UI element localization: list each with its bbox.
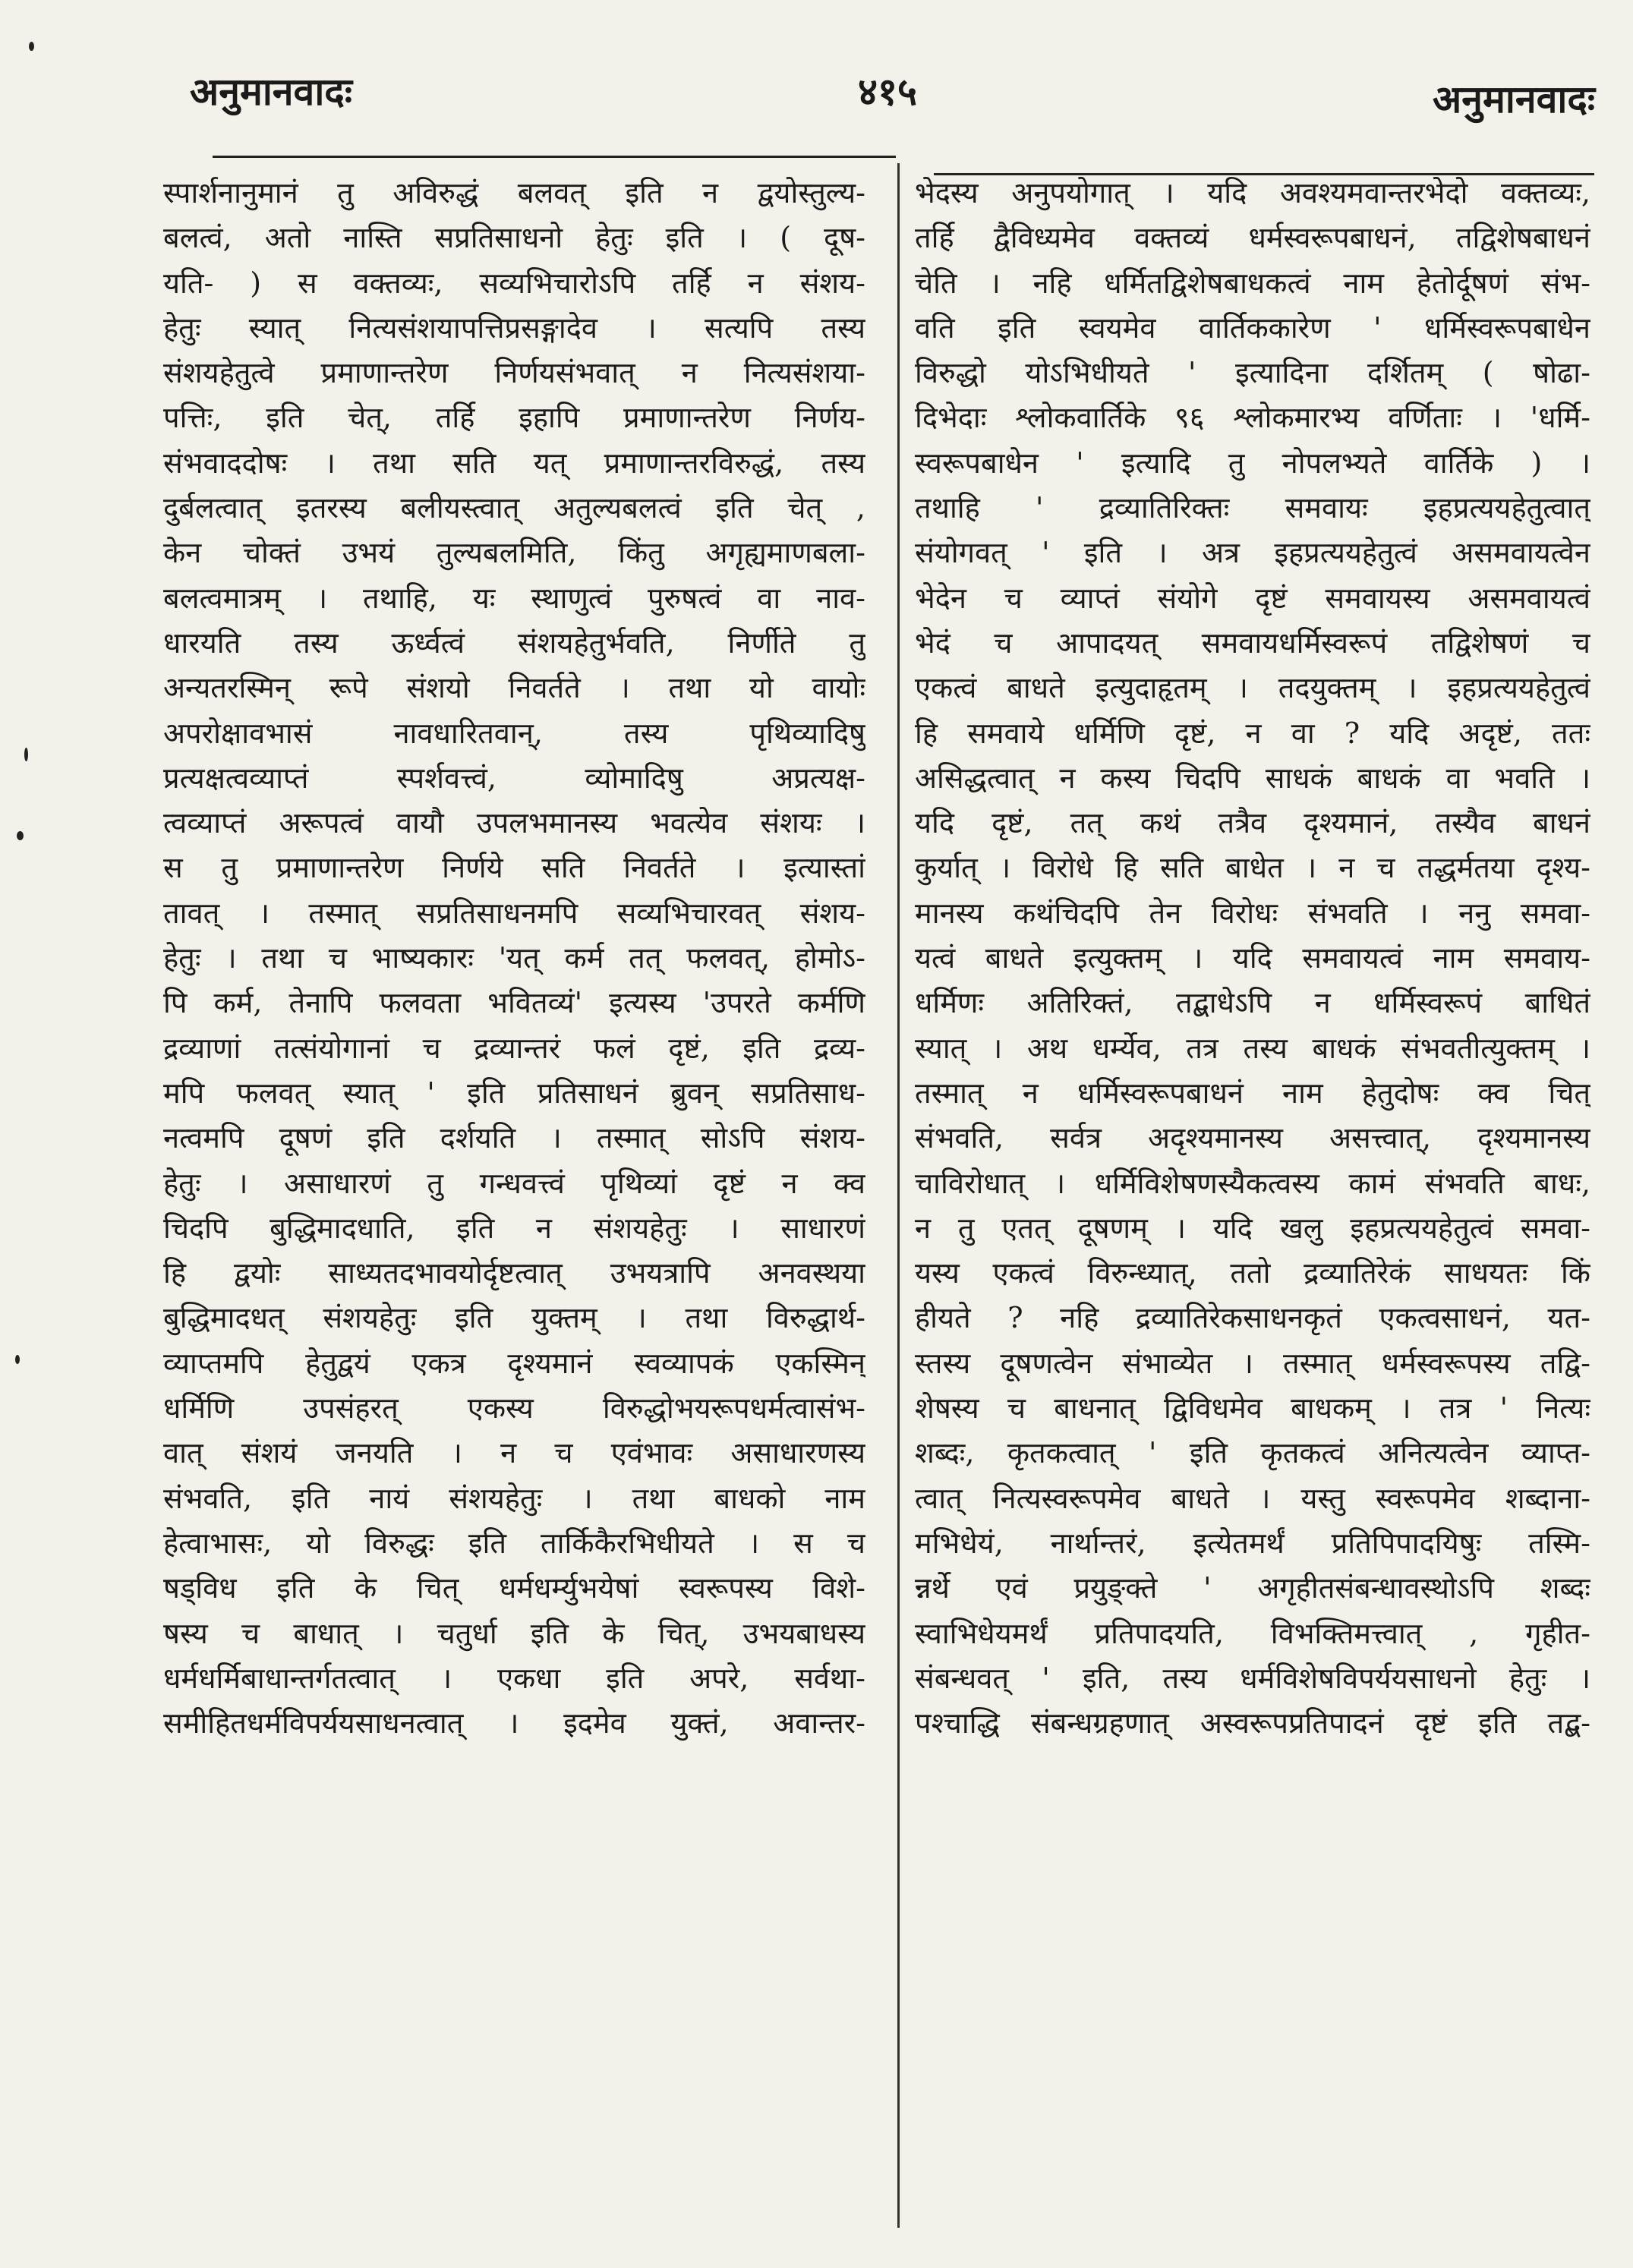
running-head-left: अनुमानवादः xyxy=(190,69,352,114)
text-line: तावत् । तस्मात् सप्रतिसाधनमपि सव्यभिचारवत् संशय- xyxy=(163,896,865,930)
text-line: एकत्वं बाधते इत्युदाहृतम् । तदयुक्तम् । इहप्रत्ययहेतुत्वं xyxy=(915,671,1590,705)
text-line: संभवाददोषः । तथा सति यत् प्रमाणान्तरविरुद्धं, तस्य xyxy=(163,446,865,480)
text-line: हि समवाये धर्मिणि दृष्टं, न वा ? यदि अदृष्टं, ततः xyxy=(915,716,1590,750)
text-line: त्वव्याप्तं अरूपत्वं वायौ उपलभमानस्य भवत्येव संशयः । xyxy=(163,806,865,840)
text-line: संबन्धवत् ' इति, तस्य धर्मविशेषविपर्ययसाधनो हेतुः । xyxy=(915,1661,1590,1695)
text-line: असिद्धत्वात् न कस्य चिदपि साधकं बाधकं वा भवति । xyxy=(915,761,1590,795)
text-line: यस्य एकत्वं विरुन्ध्यात्, ततो द्रव्यातिरेकं साधयतः किं xyxy=(915,1256,1590,1290)
text-line: बलत्वं, अतो नास्ति सप्रतिसाधनो हेतुः इति । ( दूष- xyxy=(163,221,865,255)
page-number: ४१५ xyxy=(858,69,917,114)
text-line: वात् संशयं जनयति । न च एवंभावः असाधारणस्य xyxy=(163,1436,865,1470)
text-line: मपि फलवत् स्यात् ' इति प्रतिसाधनं ब्रुवन् सप्रतिसाध- xyxy=(163,1076,865,1110)
text-line: हेत्वाभासः, यो विरुद्धः इति तार्किकैरभिधीयते । स च xyxy=(163,1526,865,1560)
text-line: षड्विध इति के चित् धर्मधर्म्युभयेषां स्वरूपस्य विशे- xyxy=(163,1571,865,1605)
text-line: स्पार्शनानुमानं तु अविरुद्धं बलवत् इति न द्वयोस्तुल्य- xyxy=(163,176,865,209)
text-line: चाविरोधात् । धर्मिविशेषणस्यैकत्वस्य कामं संभवति बाधः, xyxy=(915,1166,1590,1200)
text-line: तर्हि द्वैविध्यमेव वक्तव्यं धर्मस्वरूपबाधनं, तद्विशेषबाधनं xyxy=(915,221,1590,255)
text-line: स्यात् । अथ धर्म्येव, तत्र तस्य बाधकं संभवतीत्युक्तम् । xyxy=(915,1031,1590,1065)
text-line: संयोगवत् ' इति । अत्र इहप्रत्ययहेतुत्वं असमवायत्वेन xyxy=(915,536,1590,570)
text-line: धर्मिणः अतिरिक्तं, तद्बाधेऽपि न धर्मिस्वरूपं बाधितं xyxy=(915,986,1590,1020)
text-line: शब्दः, कृतकत्वात् ' इति कृतकत्वं अनित्यत्वेन व्याप्त- xyxy=(915,1436,1590,1470)
text-line: अन्यतरस्मिन् रूपे संशयो निवर्तते । तथा यो वायोः xyxy=(163,671,865,705)
text-line: धर्मिणि उपसंहरत् एकस्य विरुद्धोभयरूपधर्मत्वासंभ- xyxy=(163,1391,865,1425)
text-line: पश्चाद्धि संबन्धग्रहणात् अस्वरूपप्रतिपादनं दृष्टं इति तद्ब- xyxy=(915,1706,1590,1740)
left-column xyxy=(163,171,865,1746)
text-line: वति इति स्वयमेव वार्तिककारेण ' धर्मिस्वरूपबाधेन xyxy=(915,310,1590,345)
page-header xyxy=(190,65,1595,133)
text-line: चेति । नहि धर्मितद्विशेषबाधकत्वं नाम हेतोर्दूषणं संभ- xyxy=(915,266,1590,300)
text-line: पत्तिः, इति चेत्, तर्हि इहापि प्रमाणान्तरेण निर्णय- xyxy=(163,401,865,435)
text-line: न तु एतत् दूषणम् । यदि खलु इहप्रत्ययहेतुत्वं समवा- xyxy=(915,1211,1590,1245)
text-line: स तु प्रमाणान्तरेण निर्णये सति निवर्तते । इत्यास्तां xyxy=(163,851,865,885)
text-line: भेदं च आपादयत् समवायधर्मिस्वरूपं तद्विशेषणं च xyxy=(915,625,1590,660)
text-line: यति- ) स वक्तव्यः, सव्यभिचारोऽपि तर्हि न संशय- xyxy=(163,266,865,300)
text-line: नत्वमपि दूषणं इति दर्शयति । तस्मात् सोऽपि संशय- xyxy=(163,1121,865,1155)
text-line: तस्मात् न धर्मिस्वरूपबाधनं नाम हेतुदोषः क्व चित् xyxy=(915,1076,1590,1110)
text-line: मभिधेयं, नार्थान्तरं, इत्येतमर्थं प्रतिपिपादयिषुः तस्मि- xyxy=(915,1526,1590,1560)
text-line: धारयति तस्य ऊर्ध्वत्वं संशयहेतुर्भवति, निर्णीते तु xyxy=(163,625,865,660)
text-line: समीहितधर्मविपर्ययसाधनत्वात् । इदमेव युक्तं, अवान्तर- xyxy=(163,1706,865,1740)
text-line: दिभेदाः श्लोकवार्तिके ९६ श्लोकमारभ्य वर्णिताः । 'धर्मि- xyxy=(915,401,1590,435)
text-line: संशयहेतुत्वे प्रमाणान्तरेण निर्णयसंभवात् न नित्यसंशया- xyxy=(163,356,865,390)
text-line: संभवति, सर्वत्र अदृश्यमानस्य असत्त्वात्, दृश्यमानस्य xyxy=(915,1121,1590,1155)
text-line: स्तस्य दूषणत्वेन संभाव्येत । तस्मात् धर्मस्वरूपस्य तद्वि- xyxy=(915,1346,1590,1380)
text-line: व्याप्तमपि हेतुद्वयं एकत्र दृश्यमानं स्वव्यापकं एकस्मिन् xyxy=(163,1346,865,1380)
text-line: भेदेन च व्याप्तं संयोगे दृष्टं समवायस्य असमवायत्वं xyxy=(915,581,1590,615)
text-line: अपरोक्षावभासं नावधारितवान्, तस्य पृथिव्यादिषु xyxy=(163,716,865,750)
text-line: त्वात् नित्यस्वरूपमेव बाधते । यस्तु स्वरूपमेव शब्दाना- xyxy=(915,1481,1590,1515)
column-divider xyxy=(897,163,900,2228)
text-line: षस्य च बाधात् । चतुर्धा इति के चित्, उभयबाधस्य xyxy=(163,1616,865,1650)
text-line: चिदपि बुद्धिमादधाति, इति न संशयहेतुः । साधारणं xyxy=(163,1211,865,1245)
text-line: बलत्वमात्रम् । तथाहि, यः स्थाणुत्वं पुरुषत्वं वा नाव- xyxy=(163,581,865,615)
text-line: हेतुः स्यात् नित्यसंशयापत्तिप्रसङ्गादेव । सत्यपि तस्य xyxy=(163,310,865,345)
text-line: दुर्बलत्वात् इतरस्य बलीयस्त्वात् अतुल्यबलत्वं इति चेत् , xyxy=(163,491,865,525)
text-line: मानस्य कथंचिदपि तेन विरोधः संभवति । ननु समवा- xyxy=(915,896,1590,930)
text-line: हेतुः । असाधारणं तु गन्धवत्त्वं पृथिव्यां दृष्टं न क्व xyxy=(163,1166,865,1200)
text-line: हीयते ? नहि द्रव्यातिरेकसाधनकृतं एकत्वसाधनं, यत- xyxy=(915,1301,1590,1335)
text-line: यदि दृष्टं, तत् कथं तत्रैव दृश्यमानं, तस्यैव बाधनं xyxy=(915,806,1590,840)
text-line: भेदस्य अनुपयोगात् । यदि अवश्यमवान्तरभेदो वक्तव्यः, xyxy=(915,176,1590,209)
margin-dot xyxy=(17,831,24,840)
text-line: कुर्यात् । विरोधे हि सति बाधेत । न च तद्धर्मतया दृश्य- xyxy=(915,851,1590,885)
text-line: न्नर्थे एवं प्रयुङ्क्ते ' अगृहीतसंबन्धावस्थोऽपि शब्दः xyxy=(915,1571,1590,1605)
text-line: विरुद्धो योऽभिधीयते ' इत्यादिना दर्शितम् ( षोढा- xyxy=(915,356,1590,390)
text-line: स्वाभिधेयमर्थं प्रतिपादयति, विभक्तिमत्त्वात् , गृहीत- xyxy=(915,1616,1590,1650)
margin-dot xyxy=(29,42,34,51)
running-head-right: अनुमानवादः xyxy=(1433,77,1595,121)
text-line: हेतुः । तथा च भाष्यकारः 'यत् कर्म तत् फलवत्, होमोऽ- xyxy=(163,941,865,975)
text-line: स्वरूपबाधेन ' इत्यादि तु नोपलभ्यते वार्तिके ) । xyxy=(915,446,1590,480)
text-line: शेषस्य च बाधनात् द्विविधमेव बाधकम् । तत्र ' नित्यः xyxy=(915,1391,1590,1425)
text-line: केन चोक्तं उभयं तुल्यबलमिति, किंतु अगृह्यमाणबला- xyxy=(163,536,865,570)
text-line: तथाहि ' द्रव्यातिरिक्तः समवायः इहप्रत्ययहेतुत्वात् xyxy=(915,491,1590,525)
header-rule-left xyxy=(213,156,896,158)
text-line: बुद्धिमादधत् संशयहेतुः इति युक्तम् । तथा विरुद्धार्थ- xyxy=(163,1301,865,1335)
text-line: हि द्वयोः साध्यतदभावयोर्दृष्टत्वात् उभयत्रापि अनवस्थया xyxy=(163,1256,865,1290)
text-line: धर्मधर्मिबाधान्तर्गतत्वात् । एकधा इति अपरे, सर्वथा- xyxy=(163,1661,865,1695)
margin-dot xyxy=(24,748,28,761)
text-line: संभवति, इति नायं संशयहेतुः । तथा बाधको नाम xyxy=(163,1481,865,1515)
text-line: पि कर्म, तेनापि फलवता भवितव्यं' इत्यस्य 'उपरते कर्मणि xyxy=(163,986,865,1020)
margin-dot xyxy=(15,1355,20,1364)
text-line: यत्वं बाधते इत्युक्तम् । यदि समवायत्वं नाम समवाय- xyxy=(915,941,1590,975)
text-line: प्रत्यक्षत्वव्याप्तं स्पर्शवत्त्वं, व्योमादिषु अप्रत्यक्ष- xyxy=(163,761,865,795)
text-line: द्रव्याणां तत्संयोगानां च द्रव्यान्तरं फलं दृष्टं, इति द्रव्य- xyxy=(163,1031,865,1065)
right-column xyxy=(915,171,1590,1746)
